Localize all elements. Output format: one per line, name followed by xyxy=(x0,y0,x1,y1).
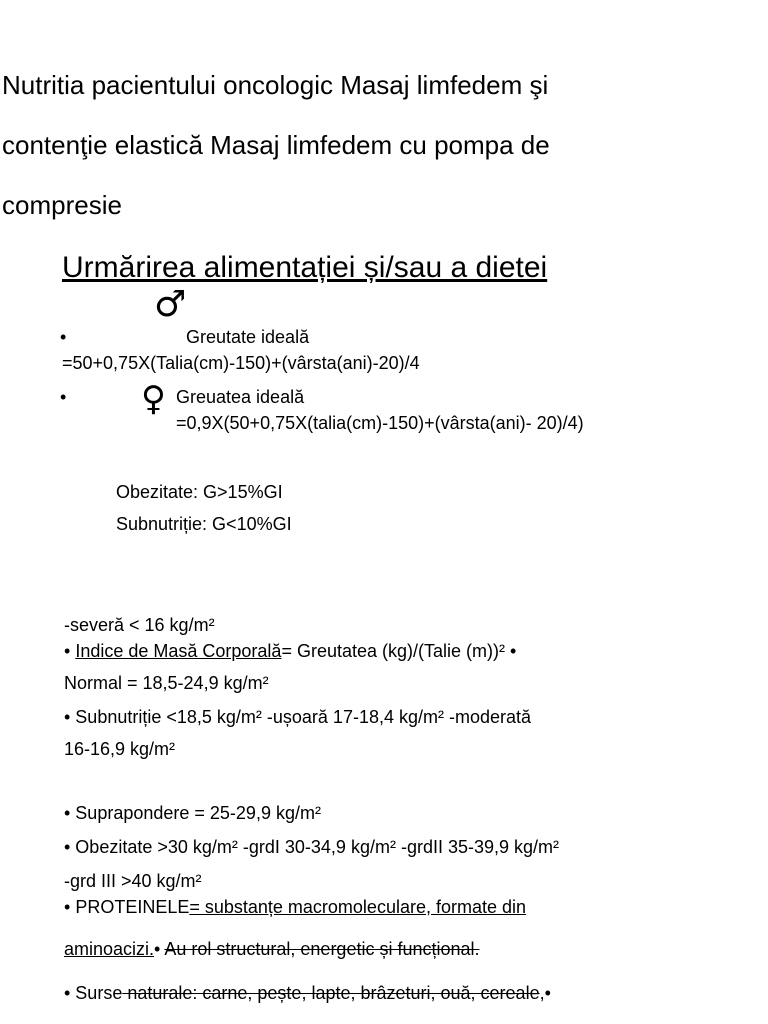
bmi-obesity-line-2: -grd III >40 kg/m² xyxy=(64,871,202,891)
proteins-bullet: • xyxy=(64,897,76,917)
male-symbol-icon: ♂ xyxy=(154,284,187,325)
female-ideal-weight-formula: =0,9X(50+0,75X(talia(cm)-150)+(vârsta(ani)- 20)/4) xyxy=(176,413,584,433)
bmi-undernutrition-line-1: • Subnutriție <18,5 kg/m² -ușoară 17-18,4 kg/m² -moderată xyxy=(64,707,532,727)
proteins-line-3 xyxy=(64,982,551,1004)
bmi-severe: -severă < 16 kg/m² xyxy=(64,615,215,635)
proteins-role: Au rol structural, energetic și funcțional. xyxy=(164,939,480,959)
proteins-sources-prefix: • Surse xyxy=(64,983,123,1003)
female-ideal-weight-label: Greuatea ideală xyxy=(176,387,305,407)
header-line-2: contenţie elastică Masaj limfedem cu pompa de xyxy=(2,130,550,160)
proteins-definition-part-2: aminoacizi. xyxy=(64,939,155,959)
bmi-bullet: • xyxy=(64,641,76,661)
proteins-label: PROTEINELE xyxy=(75,897,190,917)
undernutrition-criterion: Subnutriție: G<10%GI xyxy=(116,514,292,534)
proteins-line-2 xyxy=(64,938,480,960)
bmi-undernutrition-line-2: 16-16,9 kg/m² xyxy=(64,739,176,759)
proteins-definition-part-1: = substanțe macromoleculare, formate din xyxy=(189,897,527,917)
bmi-index-line xyxy=(64,640,516,662)
header-line-3: compresie xyxy=(2,190,122,220)
bmi-overweight: • Suprapondere = 25-29,9 kg/m² xyxy=(64,803,321,823)
slide-title: Urmărirea alimentației și/sau a dietei xyxy=(62,251,548,284)
proteins-sources: naturale: carne, pește, lapte, brâzeturi, ouă, cereale xyxy=(122,983,540,1003)
bmi-obesity-line-1: • Obezitate >30 kg/m² -grdI 30-34,9 kg/m² -grdII 35-39,9 kg/m² xyxy=(64,837,560,857)
obesity-criterion: Obezitate: G>15%GI xyxy=(116,482,283,502)
female-symbol-icon: ♀ xyxy=(141,379,166,419)
bmi-index-label: Indice de Masă Corporală xyxy=(75,641,282,661)
female-bullet: • xyxy=(60,387,67,407)
male-ideal-weight-label: Greutate ideală xyxy=(186,327,310,347)
bmi-normal: Normal = 18,5-24,9 kg/m² xyxy=(64,673,269,693)
bmi-index-formula: = Greutatea (kg)/(Talie (m))² • xyxy=(281,641,517,661)
male-ideal-weight-formula: =50+0,75X(Talia(cm)-150)+(vârsta(ani)-20)/4 xyxy=(62,353,420,373)
proteins-line-1 xyxy=(64,896,526,918)
proteins-separator: • xyxy=(154,939,165,959)
proteins-sources-suffix: ,• xyxy=(539,983,551,1003)
header-line-1: Nutritia pacientului oncologic Masaj limfedem şi xyxy=(2,70,549,100)
male-bullet: • xyxy=(60,327,67,347)
